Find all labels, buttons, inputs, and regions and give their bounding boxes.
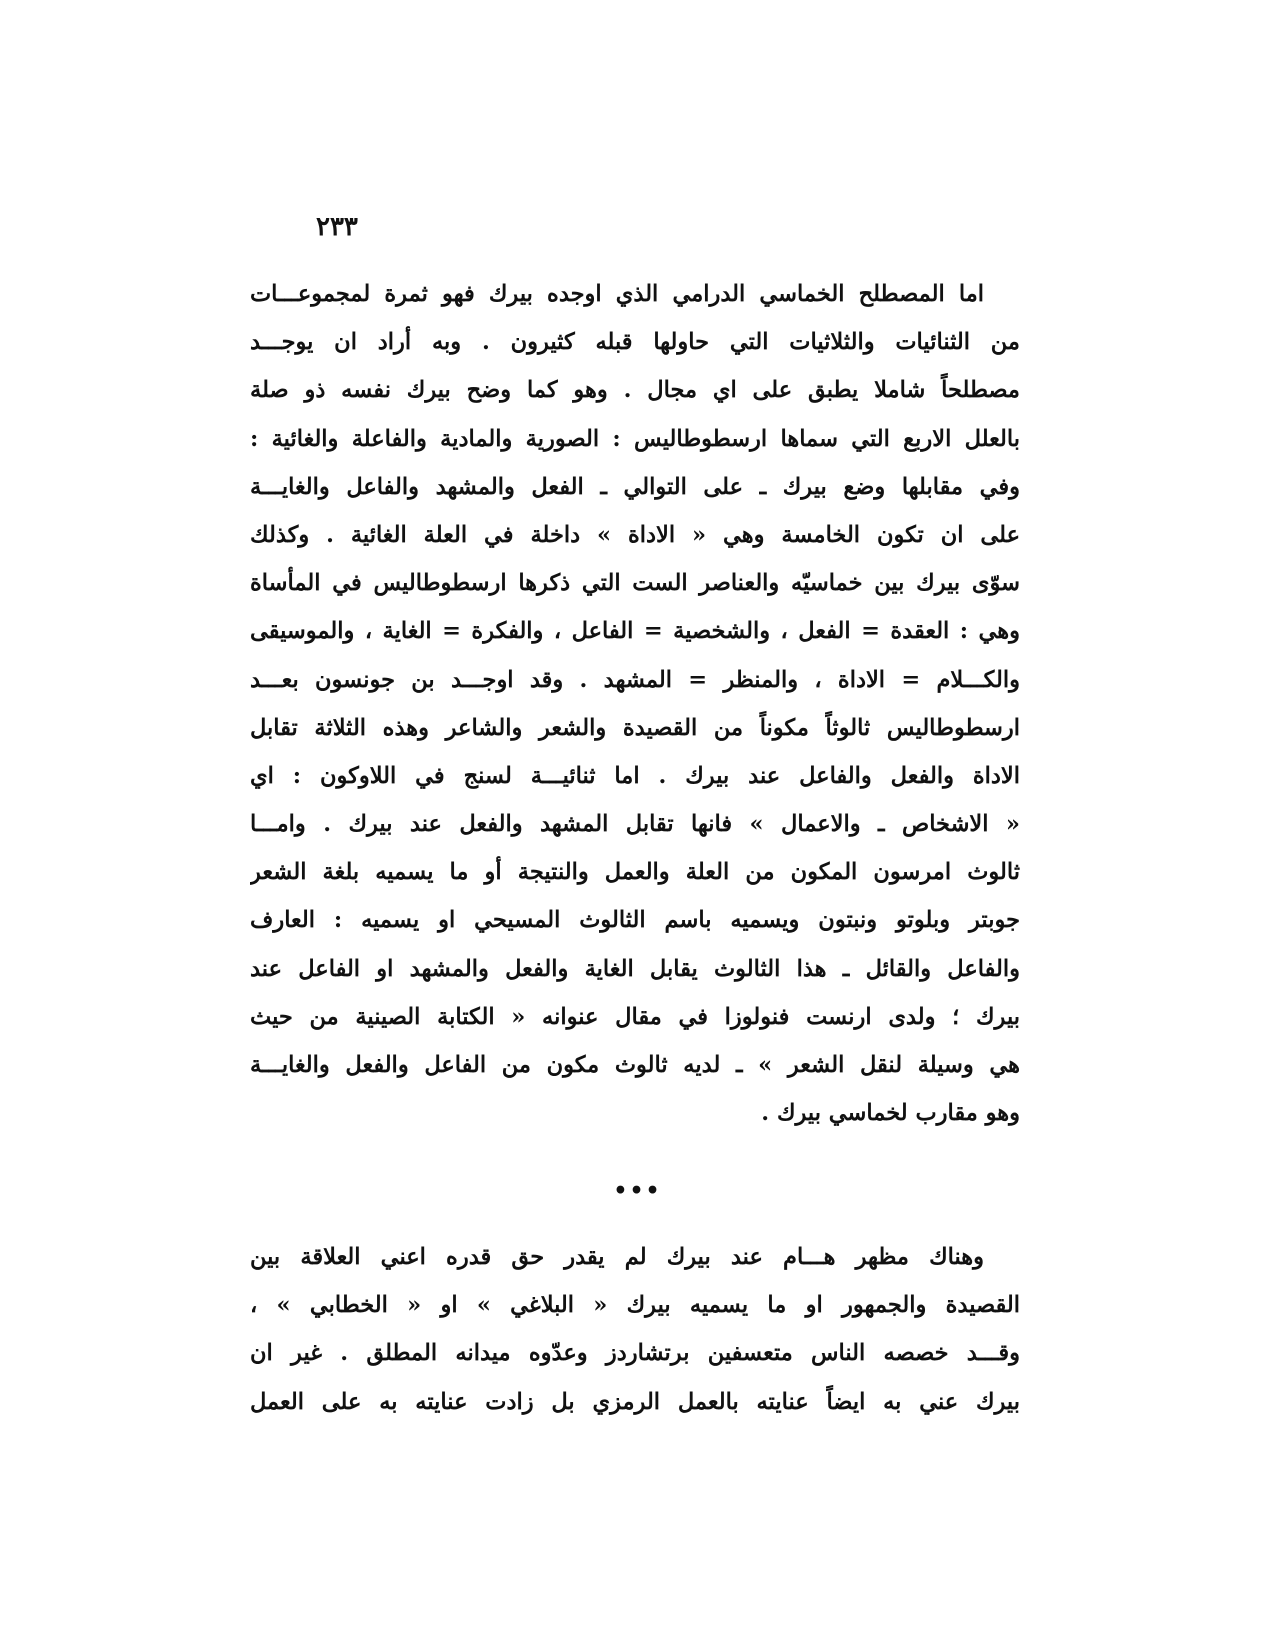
text-line: سوّى بيرك بين خماسيّه والعناصر الست التي ذكرها ارسطوطاليس في المأساة: [250, 570, 1020, 597]
text-line: اما المصطلح الخماسي الدرامي الذي اوجده بيرك فهو ثمرة لمجموعـــات: [250, 281, 984, 307]
text-line: والكـــلام = الاداة ، والمنظر = المشهد . وقد اوجـــد بن جونسون بعـــد: [250, 666, 1020, 693]
text-line: وهي : العقدة = الفعل ، والشخصية = الفاعل ، والفكرة = الغاية ، والموسيقى: [250, 618, 1020, 645]
text-line: بالعلل الاربع التي سماها ارسطوطاليس : الصورية والمادية والفاعلة والغائية :: [250, 425, 1020, 452]
text-line: بيرك عني به ايضاً عنايته بالعمل الرمزي بل زادت عنايته به على العمل: [250, 1388, 1020, 1415]
paragraph-2: [250, 1233, 1020, 1426]
paragraph-1: [250, 270, 1020, 1137]
text-line: ثالوث امرسون المكون من العلة والعمل والنتيجة أو ما يسميه بلغة الشعر: [250, 859, 1020, 886]
text-line: هي وسيلة لنقل الشعر » ـ لديه ثالوث مكون من الفاعل والفعل والغايـــة: [250, 1052, 1020, 1078]
page-number: ٢٣٣: [316, 212, 358, 242]
section-separator: •••: [613, 1178, 662, 1204]
text-line: من الثنائيات والثلاثيات التي حاولها قبله كثيرون . وبه أراد ان يوجـــد: [250, 329, 1020, 356]
text-line: بيرك ؛ ولدى ارنست فنولوزا في مقال عنوانه « الكتابة الصينية من حيث: [250, 1003, 1020, 1030]
text-line: والفاعل والقائل ـ هذا الثالوث يقابل الغاية والفعل والمشهد او الفاعل عند: [250, 955, 1020, 982]
text-line: على ان تكون الخامسة وهي « الاداة » داخلة في العلة الغائية . وكذلك: [250, 521, 1020, 548]
text-line: وهناك مظهر هـــام عند بيرك لم يقدر حق قدره اعني العلاقة بين: [250, 1244, 984, 1270]
text-line: ارسطوطاليس ثالوثاً مكوناً من القصيدة والشعر والشاعر وهذه الثلاثة تقابل: [250, 714, 1020, 741]
text-line: مصطلحاً شاملا يطبق على اي مجال . وهو كما وضح بيرك نفسه ذو صلة: [250, 377, 1020, 404]
text-line: وقـــد خصصه الناس متعسفين برتشاردز وعدّوه ميدانه المطلق . غير ان: [250, 1340, 1020, 1367]
text-line: الاداة والفعل والفاعل عند بيرك . اما ثنائيـــة لسنج في اللاوكون : اي: [250, 762, 1020, 789]
text-line: « الاشخاص ـ والاعمال » فانها تقابل المشهد والفعل عند بيرك . وامـــا: [250, 811, 1020, 838]
text-line: القصيدة والجمهور او ما يسميه بيرك « البلاغي » او « الخطابي » ،: [250, 1292, 1020, 1319]
text-line: وهو مقارب لخماسي بيرك .: [761, 1100, 1020, 1127]
text-line: وفي مقابلها وضع بيرك ـ على التوالي ـ الفعل والمشهد والفاعل والغايـــة: [250, 473, 1020, 500]
text-line: جوبتر وبلوتو ونبتون ويسميه باسم الثالوث المسيحي او يسميه : العارف: [250, 907, 1020, 934]
